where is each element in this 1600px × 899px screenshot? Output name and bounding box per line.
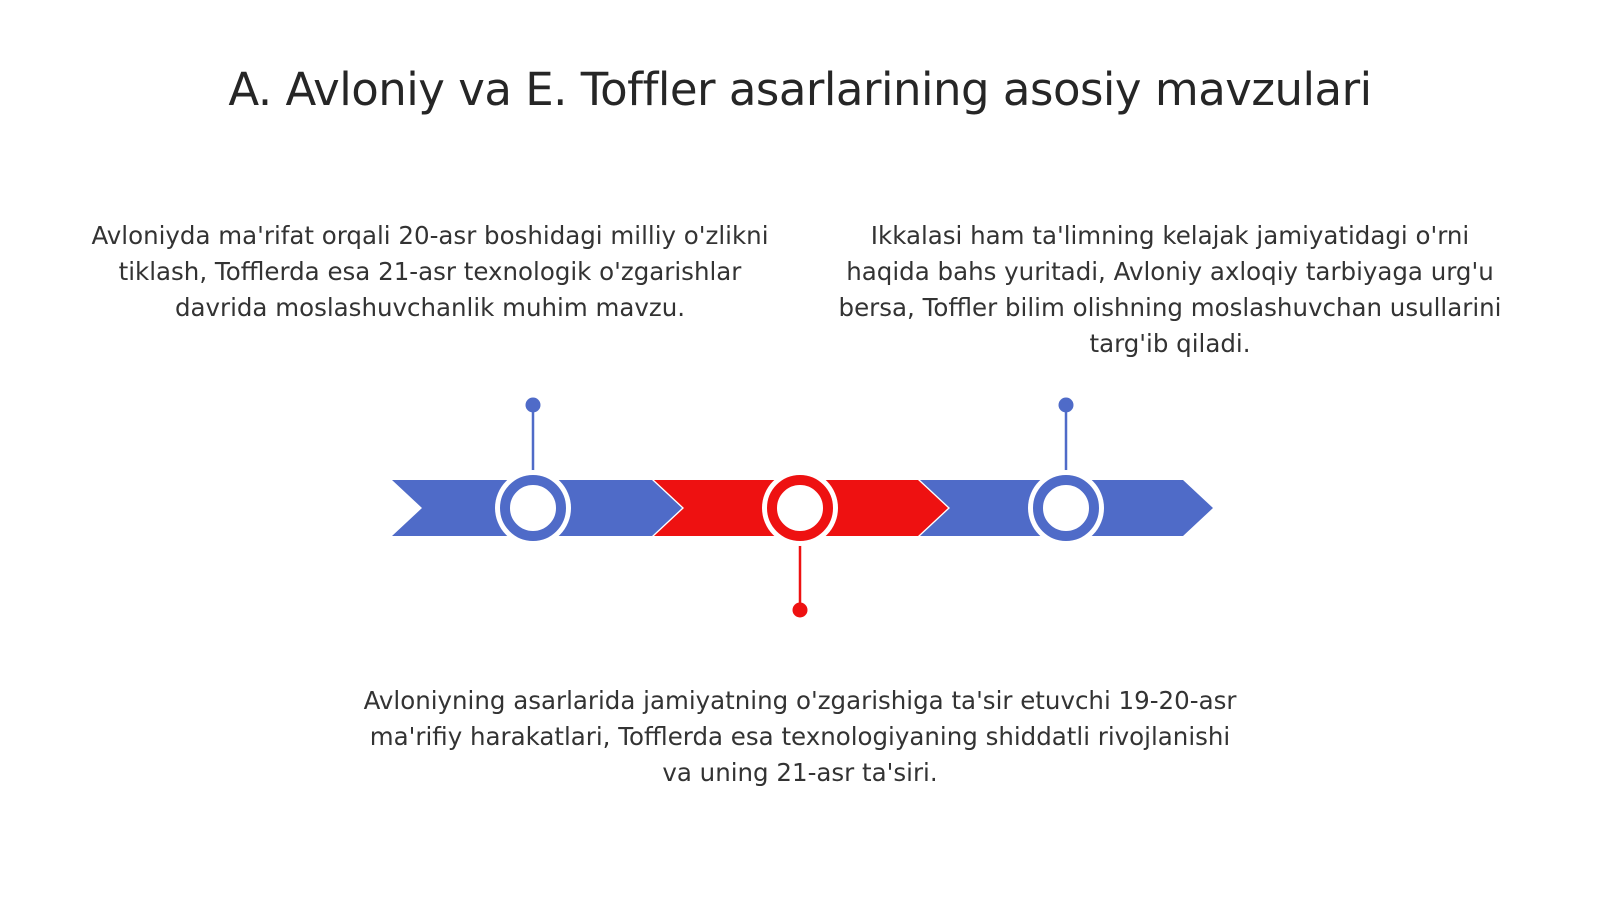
timeline-text-3: Ikkalasi ham ta'limning kelajak jamiyatidagi o'rni haqida bahs yuritadi, Avloniy axloqiy tarbiyaga urg'u bersa, Toffler bilim olishning moslashuvchan usullarini targ'ib qiladi. — [838, 221, 1502, 358]
slide-title: A. Avloniy va E. Toffler asarlarining asosiy mavzulari — [228, 63, 1372, 116]
timeline-node-1 — [495, 470, 571, 546]
timeline-pin-1 — [526, 398, 541, 413]
timeline-text-1: Avloniyda ma'rifat orqali 20-asr boshidagi milliy o'zlikni tiklash, Tofflerda esa 21-asr texnologik o'zgarishlar davrida moslashuvchanlik muhim mavzu. — [91, 221, 769, 322]
timeline-pin-3 — [1059, 398, 1074, 413]
timeline-pin-2 — [793, 603, 808, 618]
timeline-node-3 — [1028, 470, 1104, 546]
timeline-text-2: Avloniyning asarlarida jamiyatning o'zgarishiga ta'sir etuvchi 19-20-asr ma'rifiy harakatlari, Tofflerda esa texnologiyaning shiddatli rivojlanishi va uning 21-asr ta'siri. — [363, 686, 1237, 787]
timeline-node-2 — [762, 470, 838, 546]
